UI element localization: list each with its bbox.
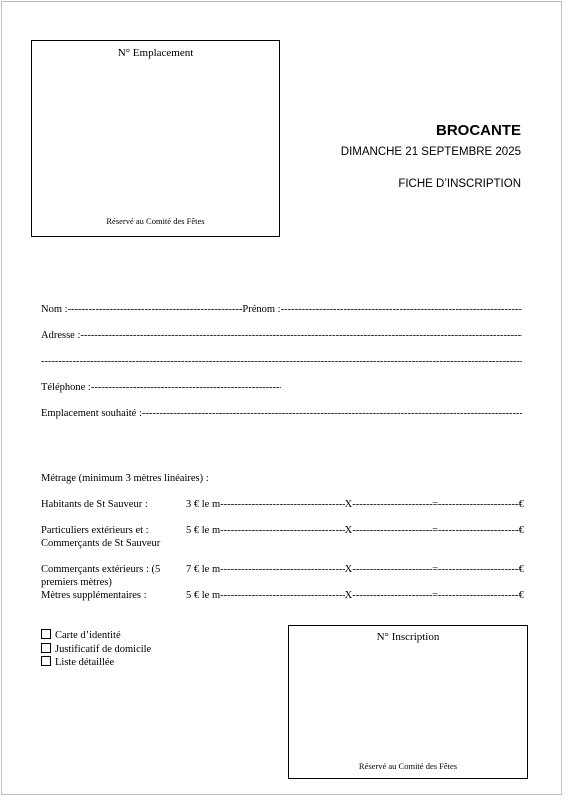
tarif-price: 7 € le m [186,564,221,575]
document-label: Liste détaillée [55,657,115,668]
tarif-meters-field[interactable] [220,525,345,536]
emplacement-box-note: Réservé au Comité des Fêtes [106,216,205,226]
currency-sign: € [518,525,524,536]
times-sign: X [344,525,353,536]
prenom-field[interactable] [281,304,522,315]
telephone-field[interactable] [91,382,281,393]
tarif-meters-field[interactable] [220,590,345,601]
telephone-label: Téléphone : [41,382,91,393]
nom-field[interactable]: -------------------------------------------------- [67,304,243,315]
inscription-box-title: N° Inscription [376,631,440,643]
tarif-total-field[interactable] [438,564,519,575]
tarif-label: Particuliers extérieurs et : Commerçants de St Sauveur [41,525,161,549]
event-date: DIMANCHE 21 SEPTEMBRE 2025 [340,146,521,158]
tarif-quantity-field[interactable] [352,590,432,601]
tarif-quantity-field[interactable] [352,525,432,536]
document-item [41,656,151,670]
event-title: BROCANTE [436,122,521,139]
currency-sign: € [518,590,524,601]
telephone-line [41,382,281,393]
emplacement-box-title: N° Emplacement [117,47,194,59]
currency-sign: € [518,499,524,510]
nom-prenom-line [41,304,522,315]
adresse-line [41,330,522,341]
checkbox-icon[interactable] [41,643,51,653]
tarif-quantity-field[interactable] [352,564,432,575]
checkbox-icon[interactable] [41,629,51,639]
equals-sign: = [432,499,438,510]
emplacement-box [31,40,280,237]
document-label: Carte d’identité [55,630,121,641]
tarif-total-field[interactable] [438,590,519,601]
document-item [41,643,151,657]
documents-checklist [41,629,151,670]
metrage-title: Métrage (minimum 3 mètres linéaires) : [41,473,209,484]
prenom-label: Prénom : [242,304,281,315]
tarif-label: Commerçants extérieurs : (5 premiers mètres) [41,564,161,588]
adresse-label: Adresse : [41,330,81,341]
tarif-meters-field[interactable] [220,564,345,575]
nom-label: Nom : [41,304,68,315]
tarif-total-field[interactable] [438,499,519,510]
document-label: Justificatif de domicile [55,643,152,655]
tarif-quantity-field[interactable] [352,499,432,510]
tarif-price: 3 € le m [186,499,221,510]
tarif-price: 5 € le m [186,590,221,601]
checkbox-icon[interactable] [41,656,51,666]
tarif-label: Mètres supplémentaires : [41,590,147,601]
form-title: FICHE D’INSCRIPTION [398,178,521,190]
document-item [41,629,151,643]
adresse-field[interactable] [80,330,522,341]
emplacement-line [41,408,522,419]
tarif-meters-field[interactable] [220,499,345,510]
times-sign: X [344,499,353,510]
emplacement-field[interactable] [142,408,522,419]
equals-sign: = [432,564,438,575]
inscription-box-note: Réservé au Comité des Fêtes [358,761,458,771]
inscription-box [288,625,528,779]
currency-sign: € [518,564,524,575]
form-page [1,1,562,795]
times-sign: X [344,590,353,601]
adresse-field-2[interactable] [41,356,522,367]
tarif-price: 5 € le m [186,525,221,536]
tarif-total-field[interactable] [438,525,519,536]
equals-sign: = [432,525,438,536]
emplacement-label: Emplacement souhaité : [41,408,142,419]
tarif-label: Habitants de St Sauveur : [41,499,148,510]
adresse-line-2 [41,356,522,367]
times-sign: X [344,564,353,575]
equals-sign: = [432,590,438,601]
